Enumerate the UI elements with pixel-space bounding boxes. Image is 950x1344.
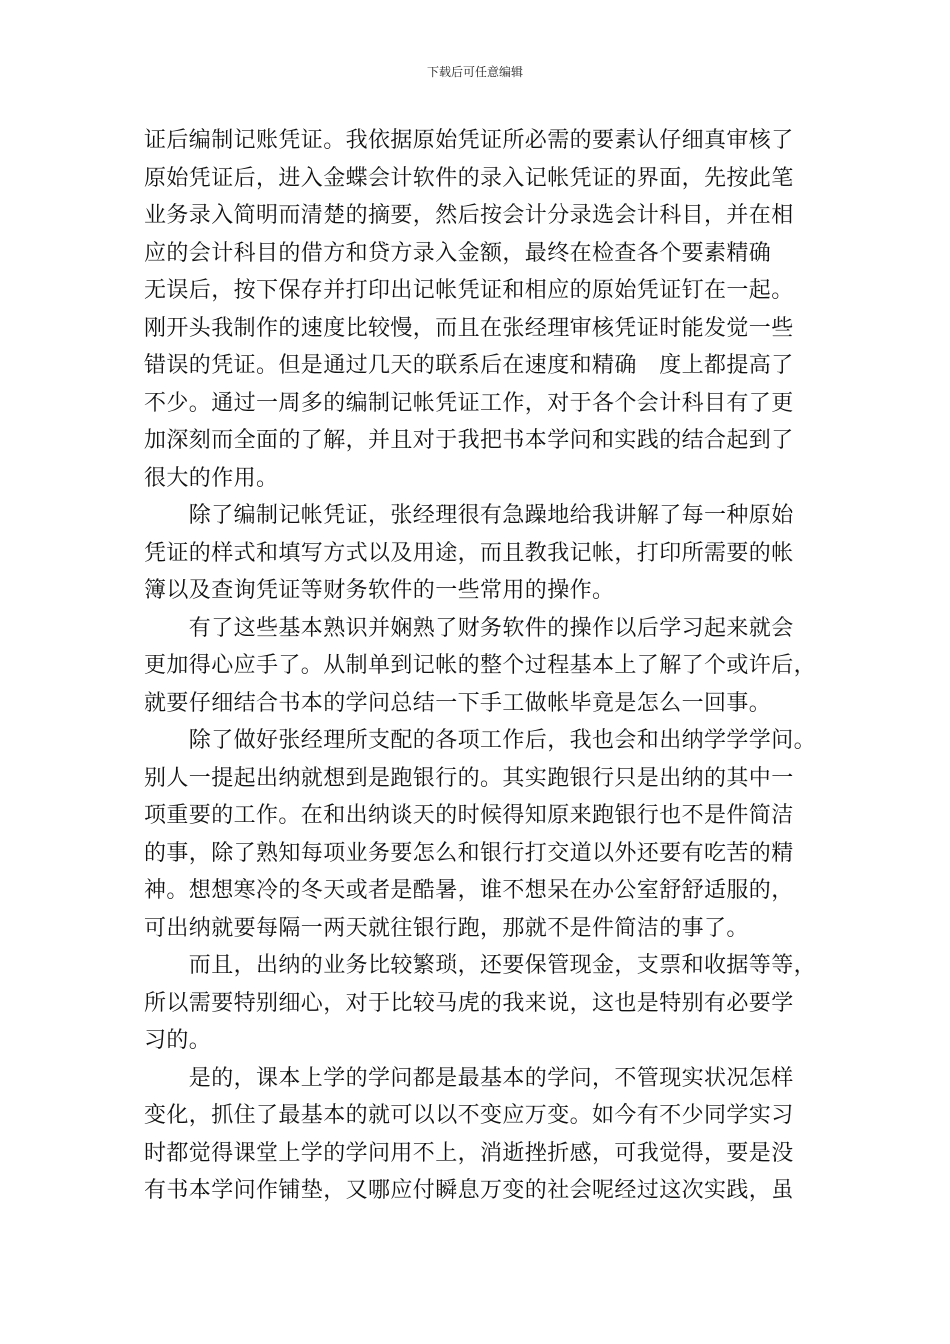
text-line: 凭证的样式和填写方式以及用途，而且教我记帐，打印所需要的帐 <box>144 540 794 566</box>
text-line: 刚开头我制作的速度比较慢，而且在张经理审核凭证时能发觉一些 <box>144 315 794 341</box>
body-text <box>144 122 817 1210</box>
text-line: 所以需要特别细心，对于比较马虎的我来说，这也是特别有必要学 <box>144 990 794 1016</box>
text-line: 习的。 <box>144 1028 212 1053</box>
text-line: 时都觉得课堂上学的学问用不上，消逝挫折感，可我觉得，要是没 <box>144 1140 794 1166</box>
text-line: 可出纳就要每隔一两天就往银行跑，那就不是件简洁的事了。 <box>144 915 749 941</box>
text-line: 很大的作用。 <box>144 465 279 491</box>
text-line: 错误的凭证。但是通过几天的联系后在速度和精确 度上都提高了 <box>144 353 794 378</box>
text-line: 加深刻而全面的了解，并且对于我把书本学问和实践的结合起到了 <box>144 428 794 453</box>
text-line: 有书本学问作铺垫，又哪应付瞬息万变的社会呢经过这次实践，虽 <box>144 1178 794 1203</box>
text-line: 是的，课本上学的学问都是最基本的学问，不管现实状况怎样 <box>144 1065 794 1091</box>
text-line: 除了做好张经理所支配的各项工作后，我也会和出纳学学学问。 <box>144 728 817 753</box>
text-line: 项重要的工作。在和出纳谈天的时候得知原来跑银行也不是件简洁 <box>144 803 794 828</box>
text-line: 有了这些基本熟识并娴熟了财务软件的操作以后学习起来就会 <box>144 615 794 641</box>
text-line: 不少。通过一周多的编制记帐凭证工作，对于各个会计科目有了更 <box>144 390 794 416</box>
page-header: 下载后可任意编辑 <box>426 65 523 79</box>
text-line: 就要仔细结合书本的学问总结一下手工做帐毕竟是怎么一回事。 <box>144 690 772 716</box>
text-line: 更加得心应手了。从制单到记帐的整个过程基本上了解了个或许后， <box>144 653 817 678</box>
text-line: 除了编制记帐凭证，张经理很有急躁地给我讲解了每一种原始 <box>144 503 794 528</box>
text-line: 神。想想寒冷的冬天或者是酷暑，谁不想呆在办公室舒舒适服的， <box>144 878 794 903</box>
text-line: 原始凭证后，进入金蝶会计软件的录入记帐凭证的界面，先按此笔 <box>144 165 794 191</box>
text-line: 业务录入简明而清楚的摘要，然后按会计分录选会计科目，并在相 <box>144 203 794 228</box>
text-line: 证后编制记账凭证。我依据原始凭证所必需的要素认仔细真审核了 <box>144 128 794 153</box>
text-line: 簿以及查询凭证等财务软件的一些常用的操作。 <box>144 578 615 603</box>
text-line: 应的会计科目的借方和贷方录入金额，最终在检查各个要素精确 <box>144 240 772 266</box>
text-line: 而且，出纳的业务比较繁琐，还要保管现金，支票和收据等等， <box>144 953 817 978</box>
text-line: 别人一提起出纳就想到是跑银行的。其实跑银行只是出纳的其中一 <box>144 765 794 791</box>
text-line: 变化，抓住了最基本的就可以以不变应万变。如今有不少同学实习 <box>144 1103 794 1128</box>
text-line: 无误后，按下保存并打印出记帐凭证和相应的原始凭证钉在一起。 <box>144 278 794 303</box>
text-line: 的事，除了熟知每项业务要怎么和银行打交道以外还要有吃苦的精 <box>144 840 794 866</box>
